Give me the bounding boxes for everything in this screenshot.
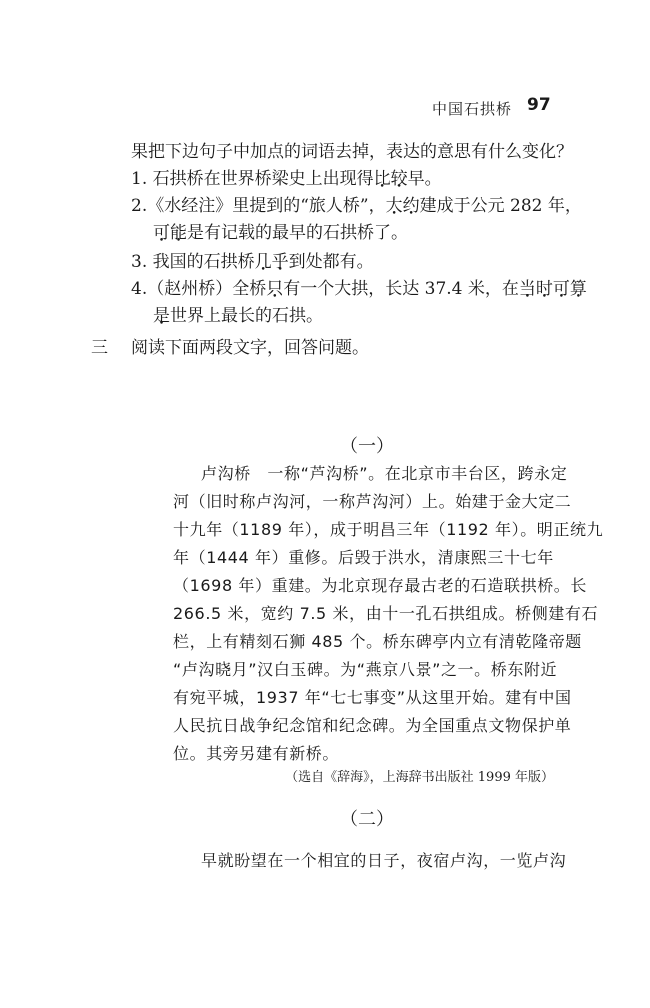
dotted-word-char: 较	[390, 169, 408, 189]
paragraph-line: 河（旧时称卢沟河，一称芦沟河）上。始建于金大定二	[173, 492, 572, 511]
source-citation: （选自《辞海》，上海辞书出版社 1999 年版）	[285, 770, 554, 785]
sentence-3	[131, 251, 374, 273]
sentence-2-text: 是有记载的最早的石拱桥了。	[187, 223, 408, 243]
dotted-word-char: 乎	[271, 252, 289, 272]
sentence-2-text: 2.《水经注》里提到的“旅人桥”，	[131, 196, 386, 216]
part-two-heading: （二）	[340, 809, 394, 830]
section-instruction: 阅读下面两段文字，回答问题。	[131, 338, 369, 358]
sentence-1	[131, 168, 442, 190]
dotted-word-char: 当	[518, 279, 536, 299]
paragraph-line: 位。其旁另建有新桥。	[173, 744, 340, 763]
sentence-1-text-after: 早。	[407, 169, 442, 189]
sentence-2-text: 建成于公元 282 年，	[419, 196, 582, 216]
paragraph-line: 266.5 米，宽约 7.5 米，由十一孔石拱组成。桥侧建有石	[173, 604, 599, 623]
dotted-word-char: 约	[402, 196, 420, 216]
paragraph-line: 十九年（1189 年），成于明昌三年（1192 年）。明正统九	[173, 520, 604, 539]
paragraph-line: 栏，上有精刻石狮 485 个。桥东碑亭内立有清乾隆帝题	[173, 632, 582, 651]
paragraph-line: 早就盼望在一个相宜的日子，夜宿卢沟，一览卢沟	[201, 851, 567, 870]
dotted-word-char: 是	[153, 306, 170, 326]
dotted-word-char: 可	[153, 223, 170, 243]
dotted-word-char: 比	[373, 169, 391, 189]
running-header-title: 中国石拱桥	[432, 100, 513, 118]
sentence-4-line-2	[153, 305, 323, 327]
question-intro: 果把下边句子中加点的词语去掉，表达的意思有什么变化？	[131, 142, 573, 162]
paragraph-line: “卢沟晓月”汉白玉碑。为“燕京八景”之一。桥东附近	[173, 660, 558, 679]
sentence-2-line-1	[131, 195, 582, 217]
part-one-heading: （一）	[340, 436, 394, 457]
paragraph-line: 有宛平城，1937 年“七七事变”从这里开始。建有中国	[173, 688, 572, 707]
sentence-3-text: 到处都有。	[288, 252, 374, 272]
sentence-3-text: 3. 我国的石拱桥	[131, 252, 255, 272]
sentence-2-line-2	[153, 222, 408, 244]
paragraph-line: （1698 年）重建。为北京现存最古老的石造联拱桥。长	[173, 576, 588, 595]
dotted-word-char: 算	[569, 279, 587, 299]
paragraph-line: 卢沟桥 一称“芦沟桥”。在北京市丰台区，跨永定	[201, 464, 568, 483]
dotted-word-char: 时	[535, 279, 553, 299]
dotted-word-char: 只	[266, 279, 284, 299]
sentence-4-text: 4.（赵州桥）全桥	[131, 279, 267, 299]
sentence-4-text: 有一个大拱，长达 37.4 米，在	[283, 279, 519, 299]
paragraph-line: 年（1444 年）重修。后毁于洪水，清康熙三十七年	[173, 548, 554, 567]
dotted-word-char: 几	[254, 252, 272, 272]
paragraph-line: 人民抗日战争纪念馆和纪念碑。为全国重点文物保护单	[173, 716, 572, 735]
dotted-word-char: 可	[552, 279, 570, 299]
section-number: 三	[91, 338, 108, 358]
sentence-4-line-1	[131, 278, 587, 300]
dotted-word-char: 能	[170, 223, 187, 243]
sentence-4-text: 世界上最长的石拱。	[170, 306, 323, 326]
sentence-1-text-before: 1. 石拱桥在世界桥梁史上出现得	[131, 169, 374, 189]
page-number: 97	[527, 95, 551, 115]
dotted-word-char: 大	[385, 196, 403, 216]
